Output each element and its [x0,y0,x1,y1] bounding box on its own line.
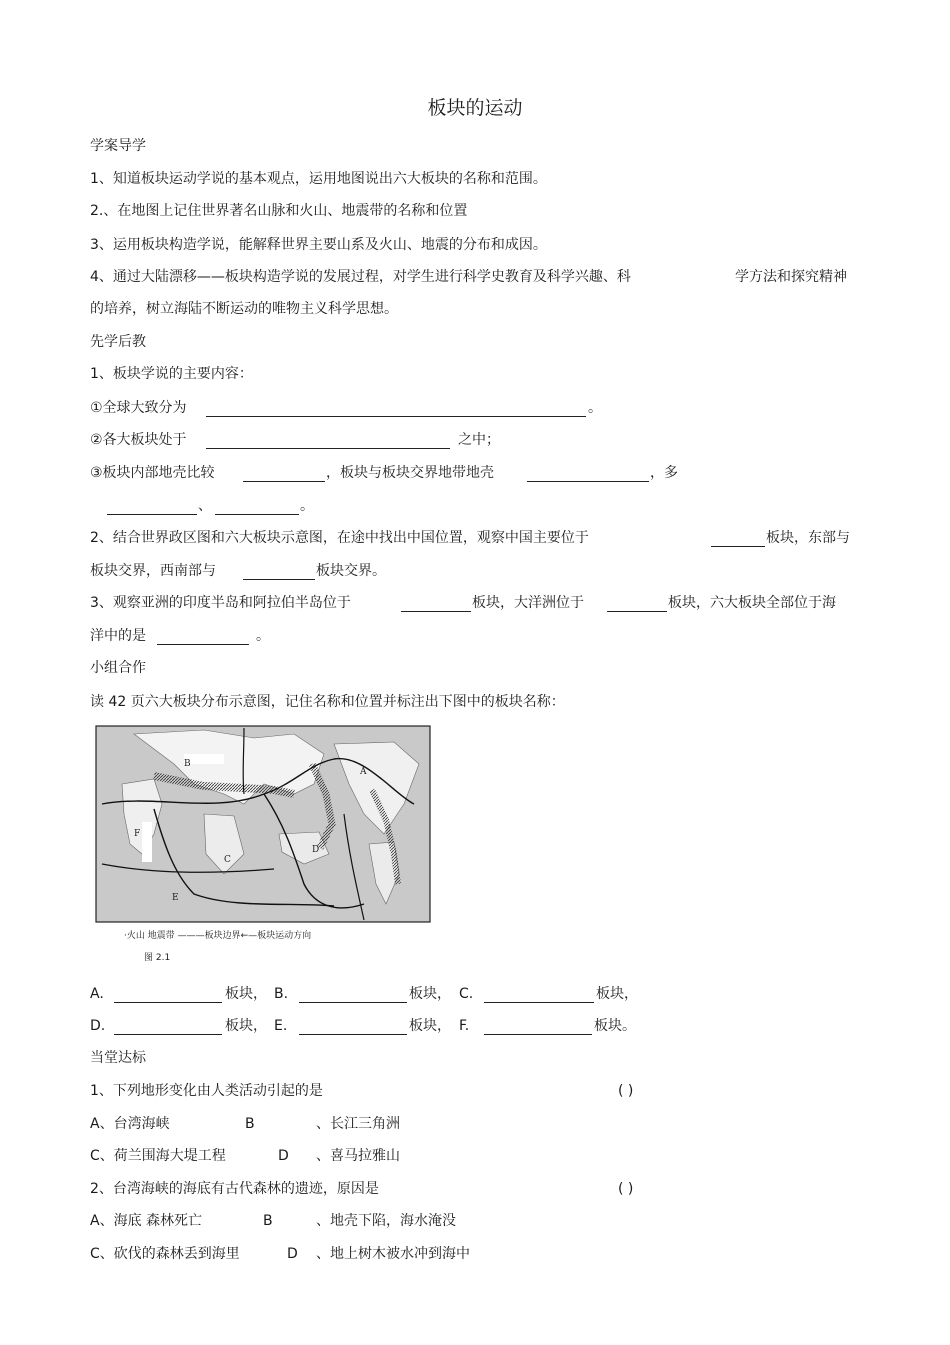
blank-plate-a[interactable] [114,988,222,1003]
answer-suffix-e: 板块， [409,1018,451,1034]
map-instruction: 读 42 页六大板块分布示意图，记住名称和位置并标注出下图中的板块名称： [90,694,565,710]
section-heading-practice: 当堂达标 [90,1050,146,1066]
map-caption: 图 2.1 [144,953,171,963]
answer-suffix-d: 板块， [225,1018,267,1034]
q1-option-a[interactable]: A、台湾海峡 [90,1116,170,1132]
answer-label-e: E. [274,1018,288,1034]
question-3a-end: 板块，六大板块全部位于海 [668,595,836,611]
answer-paren-1[interactable]: ( ) [618,1083,634,1099]
question-2a-end: 板块，东部与 [766,530,850,546]
question-1: 1、板块学说的主要内容： [90,366,253,382]
plate-label-c: C [224,855,231,865]
answer-suffix-b: 板块， [409,986,451,1002]
q2-option-b-letter: B [263,1213,273,1229]
question-3b: 洋中的是 [90,628,146,644]
q2-option-d-letter: D [287,1246,298,1262]
blank-plate-e[interactable] [299,1020,407,1035]
page-title: 板块的运动 [427,97,523,119]
q1-option-d-letter: D [278,1148,289,1164]
q2-option-c[interactable]: C、砍伐的森林丢到海里 [90,1246,240,1262]
q1-option-b-letter: B [245,1116,255,1132]
question-3b-end: 。 [256,628,270,644]
answer-suffix-a: 板块， [225,986,267,1002]
question-1c-mid: ，板块与板块交界地带地壳 [326,465,494,481]
blank-2b[interactable] [243,565,315,580]
practice-question-1: 1、下列地形变化由人类活动引起的是 [90,1083,323,1099]
plate-map [94,724,432,970]
question-2b: 板块交界，西南部与 [90,563,216,579]
question-2a: 2、结合世界政区图和六大板块示意图，在途中找出中国位置，观察中国主要位于 [90,530,589,546]
answer-label-f: F. [459,1018,470,1034]
blank-2a[interactable] [711,532,765,547]
plate-label-f: F [134,829,141,839]
blank-plate-f[interactable] [484,1020,592,1035]
section-heading-guide: 学案导学 [90,138,146,154]
blank-1c-3[interactable] [107,500,197,515]
answer-label-d: D. [90,1018,106,1034]
q1-option-d[interactable]: 、喜马拉雅山 [316,1148,400,1164]
question-1c-end: ，多 [650,465,678,481]
guide-item-1: 1、知道板块运动学说的基本观点，运用地图说出六大板块的名称和范围。 [90,171,547,187]
answer-label-a: A. [90,986,104,1002]
answer-suffix-f: 板块。 [594,1018,636,1034]
blank-3a-1[interactable] [401,597,471,612]
question-1c2-end: 。 [300,498,314,514]
question-1a-end: 。 [588,400,602,416]
blank-1c-1[interactable] [243,467,325,482]
plate-label-a: A [360,767,367,777]
question-1c2-mid: 、 [198,498,212,514]
question-1c: ③板块内部地壳比较 [90,465,215,481]
plate-label-b: B [184,759,191,769]
blank-1c-2[interactable] [527,467,649,482]
q2-option-b[interactable]: 、地壳下陷，海水淹没 [316,1213,456,1229]
plate-map-figure [94,724,432,970]
question-1a: ①全球大致分为 [90,400,187,416]
plate-label-e: E [172,893,179,903]
section-heading-prelearn: 先学后教 [90,334,146,350]
q2-option-a[interactable]: A、海底 森林死亡 [90,1213,203,1229]
guide-item-4-cont: 学方法和探究精神 [735,269,847,285]
q2-option-d[interactable]: 、地上树木被水冲到海中 [316,1246,470,1262]
blank-1c-4[interactable] [215,500,299,515]
answer-suffix-c: 板块， [596,986,638,1002]
answer-paren-2[interactable]: ( ) [618,1181,634,1197]
section-heading-group: 小组合作 [90,660,146,676]
answer-label-c: C. [459,986,474,1002]
map-legend: ·火山 地震带 ———板块边界←—板块运动方向 [124,931,312,941]
q1-option-b[interactable]: 、长江三角洲 [316,1116,400,1132]
blank-1b[interactable] [206,434,450,449]
blank-1a[interactable] [206,402,586,417]
guide-item-4-line2: 的培养，树立海陆不断运动的唯物主义科学思想。 [90,301,398,317]
blank-plate-d[interactable] [114,1020,222,1035]
guide-item-3: 3、运用板块构造学说，能解释世界主要山系及火山、地震的分布和成因。 [90,237,547,253]
practice-question-2: 2、台湾海峡的海底有古代森林的遗迹，原因是 [90,1181,379,1197]
plate-label-d: D [312,845,320,855]
guide-item-2: 2.、在地图上记住世界著名山脉和火山、地震带的名称和位置 [90,203,468,219]
question-1b-end: 之中； [458,432,500,448]
question-3a: 3、观察亚洲的印度半岛和阿拉伯半岛位于 [90,595,351,611]
blank-plate-c[interactable] [484,988,594,1003]
blank-plate-b[interactable] [299,988,407,1003]
guide-item-4: 4、通过大陆漂移——板块构造学说的发展过程，对学生进行科学史教育及科学兴趣、科 [90,269,631,285]
question-3a-mid: 板块，大洋洲位于 [472,595,584,611]
question-2b-end: 板块交界。 [316,563,386,579]
q1-option-c[interactable]: C、荷兰围海大堤工程 [90,1148,226,1164]
answer-label-b: B. [274,986,289,1002]
question-1b: ②各大板块处于 [90,432,187,448]
blank-3b[interactable] [157,630,249,645]
blank-3a-2[interactable] [607,597,667,612]
